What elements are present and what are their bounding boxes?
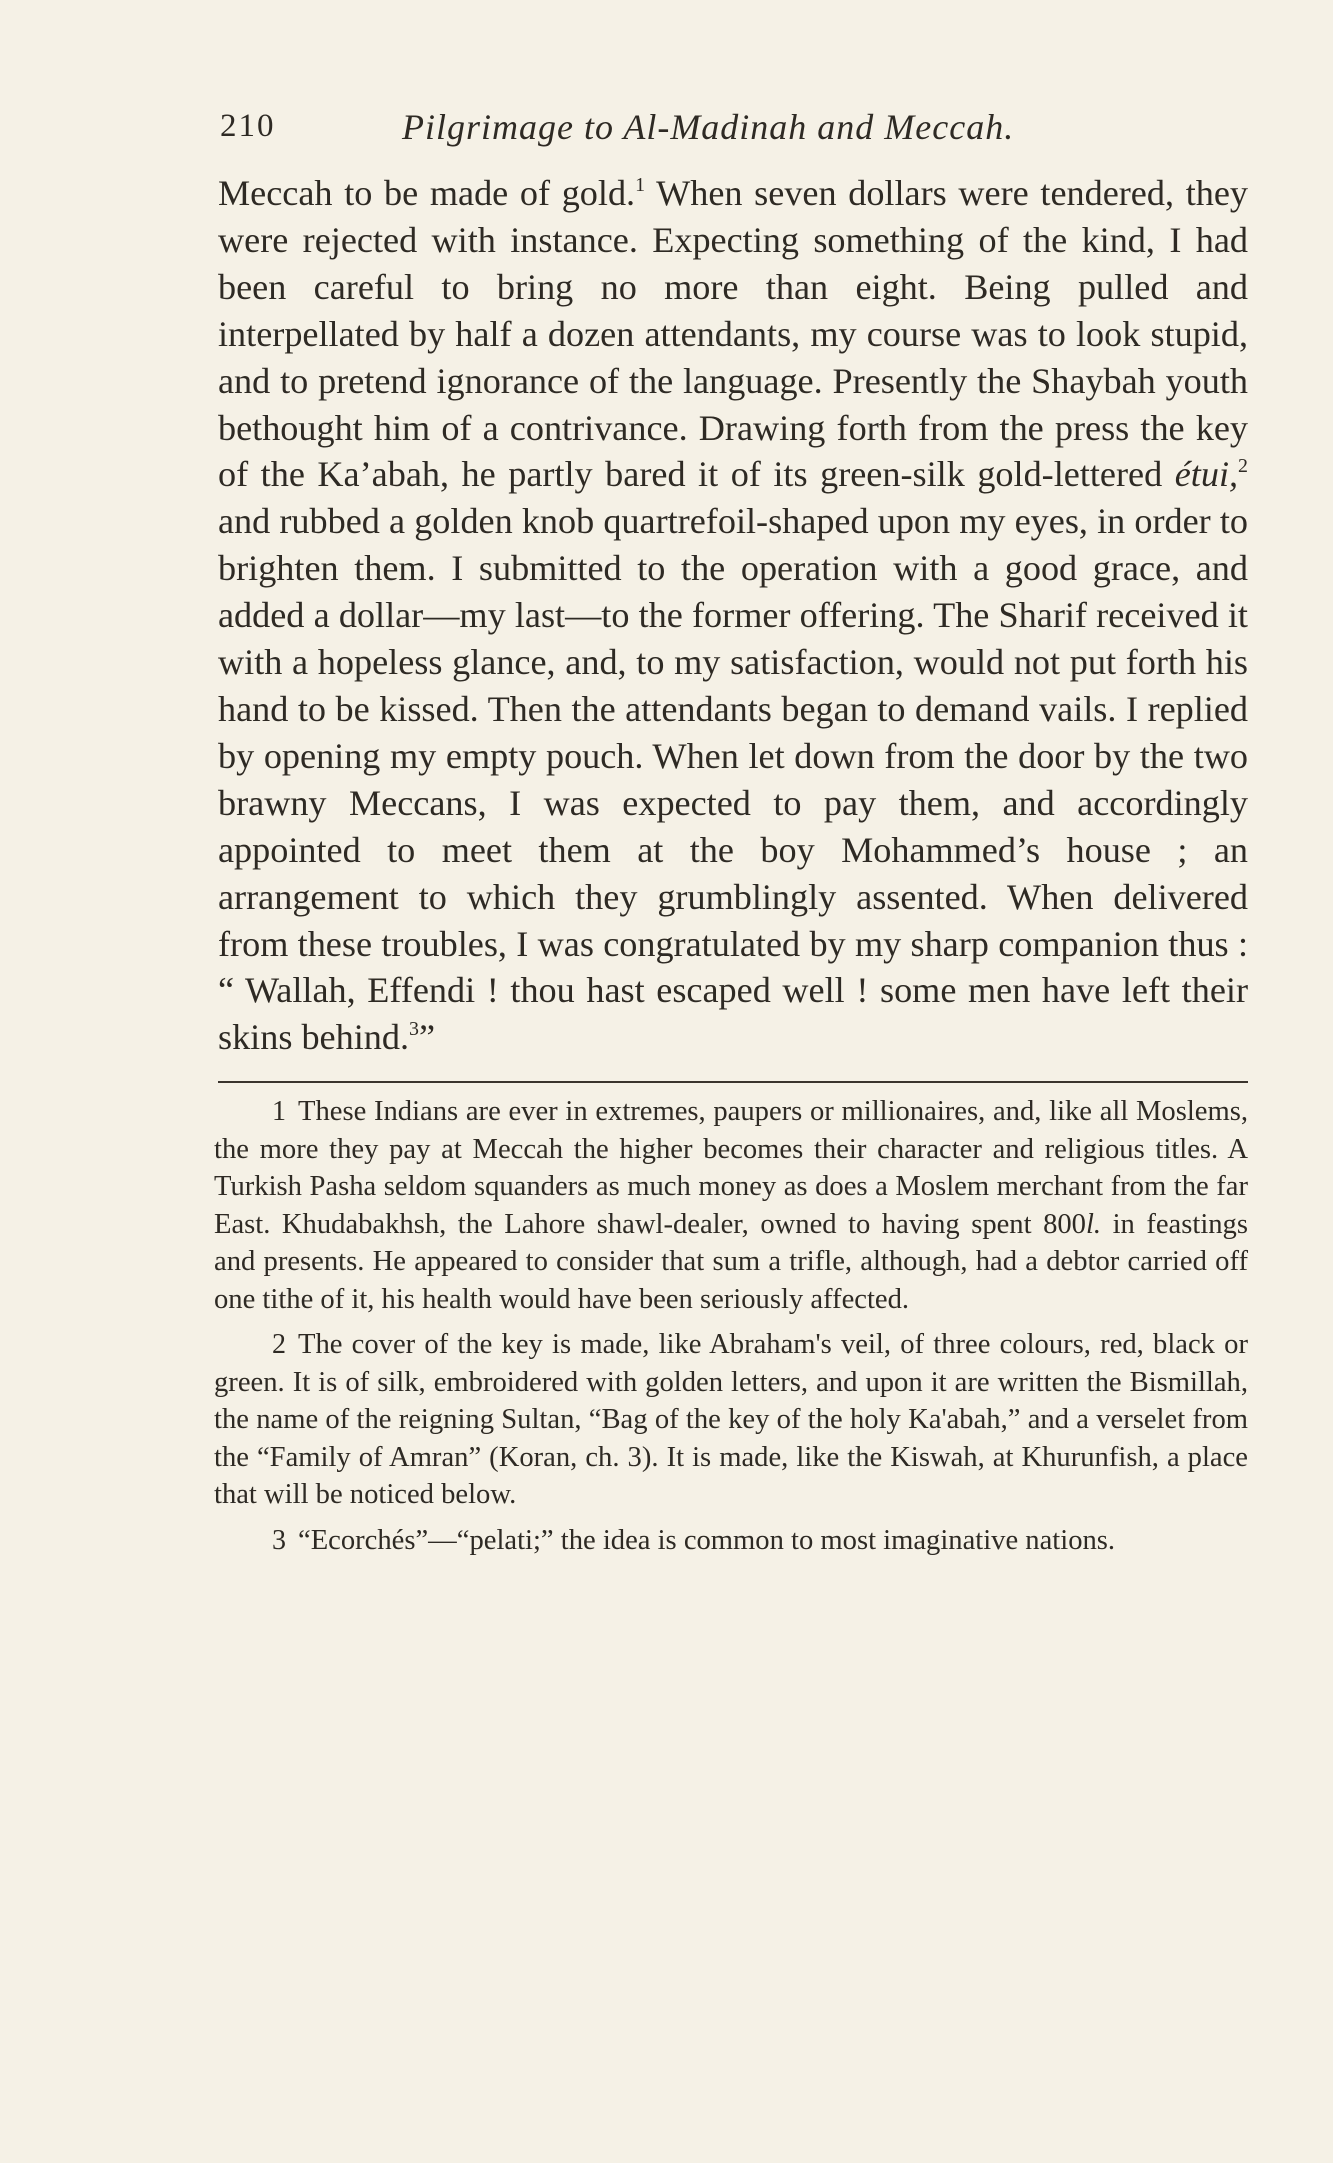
footnote-text: “Ecorchés”—“pelati;” the idea is common to most imaginative nations.	[298, 1524, 1116, 1556]
footnote-italic: l.	[1085, 1208, 1102, 1240]
book-page	[212, 100, 1248, 1567]
body-text-c: and rubbed a golden knob quartrefoil-shaped upon my eyes, in order to brighten them. I submitted to the operation with a good grace, and added a dollar—my last—to the former offering. The Sharif received it with a hopeless glance, and, to my satisfaction, would not put forth his hand to be kissed. Then the attendants began to demand vails. I replied by opening my empty pouch. When let down from the door by the two brawny Meccans, I was expected to pay them, and accordingly appointed to meet them at the boy Mohammed’s house ; an arrangement to which they grumblingly assented. When delivered from these troubles, I was congratulated by my sharp companion thus : “ Wallah, Effendi ! thou hast escaped well ! some men have left their skins behind.	[218, 501, 1248, 1058]
footnote-ref-2[interactable]: 2	[1238, 455, 1248, 478]
footnote-ref-3[interactable]: 3	[409, 1018, 419, 1041]
body-text-b: When seven dollars were tendered, they were rejected with instance. Expecting something of the kind, I had been careful to bring no more than eight. Being pulled and interpellated by half a dozen attendants, my course was to look stupid, and to pretend ignorance of the language. Presently the Shaybah youth bethought him of a contrivance. Drawing forth from the press the key of the Ka’abah, he partly bared it of its green-silk gold-lettered	[218, 173, 1248, 495]
footnote-1	[214, 1093, 1248, 1318]
page-number: 210	[220, 108, 276, 144]
body-paragraph	[212, 170, 1248, 1061]
body-text-d: ”	[418, 1017, 436, 1058]
footnote-ref-1[interactable]: 1	[635, 174, 646, 197]
footnote-rule	[218, 1081, 1248, 1083]
footnote-2	[214, 1326, 1248, 1514]
footnote-3	[214, 1522, 1248, 1560]
body-text-a: Meccah to be made of gold.	[218, 173, 636, 213]
body-italic-etui: étui,	[1174, 454, 1239, 495]
footnote-number: 3	[272, 1524, 286, 1556]
footnotes	[212, 1093, 1248, 1559]
footnote-number: 1	[272, 1096, 286, 1128]
footnote-text: These Indians are ever in extremes, paupers or millionaires, and, like all Moslems, the more they pay at Meccah the higher becomes their character and religious titles. A Turkish Pasha seldom squanders as much money as does a Moslem merchant from the far East. Khudabakhsh, the Lahore shawl-dealer, owned to having spent 800	[214, 1096, 1248, 1240]
footnote-number: 2	[272, 1329, 286, 1361]
footnote-text: The cover of the key is made, like Abraham's veil, of three colours, red, black or green. It is of silk, embroidered with golden letters, and upon it are written the Bismillah, the name of the reigning Sultan, “Bag of the key of the holy Ka'abah,” and a verselet from the “Family of Amran” (Koran, ch. 3). It is made, like the Kiswah, at Khurunfish, a place that will be noticed below.	[214, 1329, 1248, 1511]
running-head	[212, 100, 1248, 170]
running-title: Pilgrimage to Al-Madinah and Meccah.	[402, 107, 1015, 147]
footnote-text-after: in feastings and presents. He appeared to consider that sum a trifle, although, had a debtor carried off one tithe of it, his health would have been seriously affected.	[214, 1208, 1248, 1315]
